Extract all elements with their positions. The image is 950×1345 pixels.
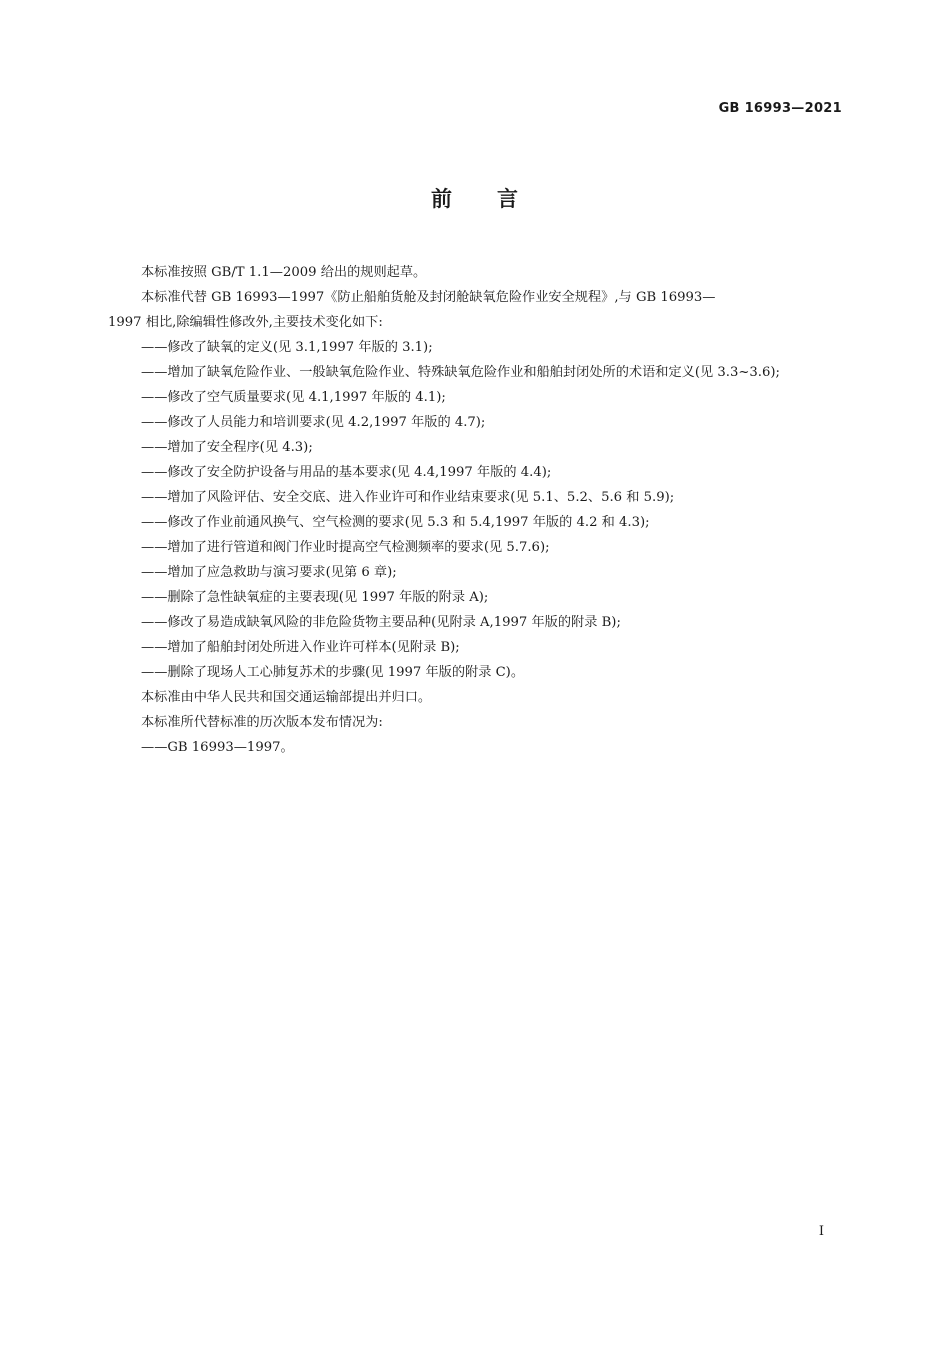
proposer-paragraph: 本标准由中华人民共和国交通运输部提出并归口。 — [141, 690, 432, 705]
replacement-paragraph-line1: 本标准代替 GB 16993—1997《防止船舶货舱及封闭舱缺氧危险作业安全规程》,与 GB 16993— — [141, 290, 716, 305]
change-item: ——修改了易造成缺氧风险的非危险货物主要品种(见附录 A,1997 年版的附录 B); — [141, 615, 621, 630]
change-item: ——修改了人员能力和培训要求(见 4.2,1997 年版的 4.7); — [141, 415, 486, 430]
change-item: ——增加了应急救助与演习要求(见第 6 章); — [141, 565, 397, 580]
change-item: ——删除了急性缺氧症的主要表现(见 1997 年版的附录 A); — [141, 590, 489, 605]
change-item: ——修改了缺氧的定义(见 3.1,1997 年版的 3.1); — [141, 340, 433, 355]
change-item: ——修改了安全防护设备与用品的基本要求(见 4.4,1997 年版的 4.4); — [141, 465, 552, 480]
change-item: ——增加了风险评估、安全交底、进入作业许可和作业结束要求(见 5.1、5.2、5.6 和 5.9); — [141, 490, 675, 505]
page-title — [0, 183, 950, 213]
document-code: GB 16993—2021 — [718, 101, 842, 116]
change-item: ——修改了作业前通风换气、空气检测的要求(见 5.3 和 5.4,1997 年版的 4.2 和 4.3); — [141, 515, 650, 530]
change-item: ——增加了进行管道和阀门作业时提高空气检测频率的要求(见 5.7.6); — [141, 540, 550, 555]
change-item: ——增加了缺氧危险作业、一般缺氧危险作业、特殊缺氧危险作业和船舶封闭处所的术语和定义(见 3.3~3.6); — [141, 365, 780, 380]
title-char-1: 前 — [431, 187, 453, 211]
document-body — [108, 260, 844, 760]
change-item: ——修改了空气质量要求(见 4.1,1997 年版的 4.1); — [141, 390, 446, 405]
title-char-2: 言 — [497, 187, 519, 211]
drafting-rule-paragraph: 本标准按照 GB/T 1.1—2009 给出的规则起草。 — [141, 265, 427, 280]
page-number: I — [818, 1224, 824, 1239]
history-heading-paragraph: 本标准所代替标准的历次版本发布情况为: — [141, 715, 383, 730]
history-item: ——GB 16993—1997。 — [141, 740, 294, 755]
change-item: ——增加了安全程序(见 4.3); — [141, 440, 313, 455]
change-item: ——增加了船舶封闭处所进入作业许可样本(见附录 B); — [141, 640, 460, 655]
replacement-paragraph-line2: 1997 相比,除编辑性修改外,主要技术变化如下: — [108, 315, 383, 330]
change-item: ——删除了现场人工心肺复苏术的步骤(见 1997 年版的附录 C)。 — [141, 665, 525, 680]
